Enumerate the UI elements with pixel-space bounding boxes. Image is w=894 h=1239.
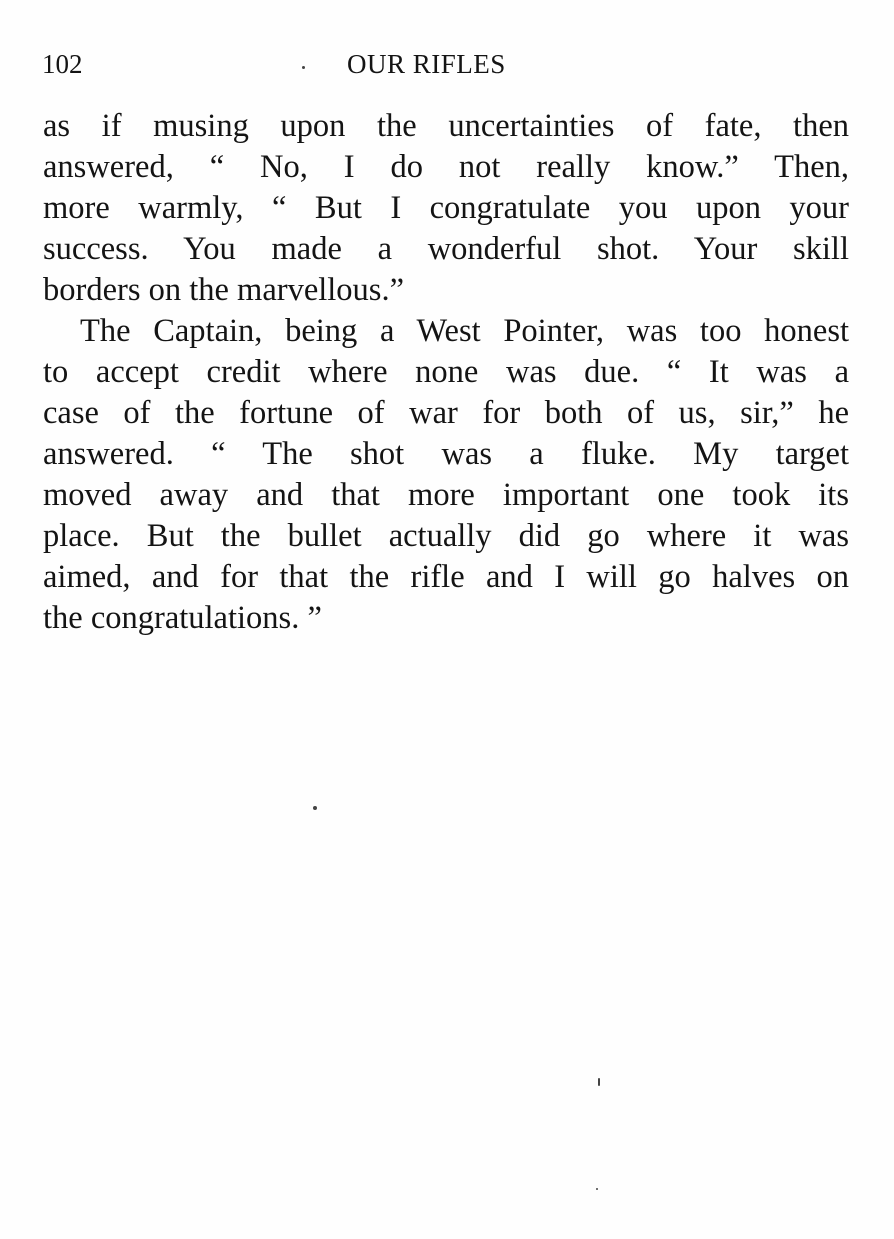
body-text — [43, 106, 849, 639]
text-line: to accept credit where none was due. “ It was a — [43, 354, 849, 390]
paragraph — [43, 311, 849, 639]
text-line: case of the fortune of war for both of us, sir,” he — [43, 395, 849, 431]
paragraph — [43, 106, 849, 311]
text-line: success. You made a wonderful shot. Your skill — [43, 231, 849, 267]
text-line: aimed, and for that the rifle and I will go halves on — [43, 559, 849, 595]
paper-speck — [598, 1078, 600, 1086]
text-line: borders on the marvellous.” — [43, 272, 405, 308]
running-header — [42, 46, 848, 82]
text-line: answered, “ No, I do not really know.” Then, — [43, 149, 849, 185]
text-line: as if musing upon the uncertainties of fate, then — [43, 108, 849, 144]
running-title: OUR RIFLES — [347, 49, 506, 79]
page-number: 102 — [42, 49, 83, 79]
text-line: moved away and that more important one took its — [43, 477, 849, 513]
text-line: place. But the bullet actually did go where it was — [43, 518, 849, 554]
text-line: more warmly, “ But I congratulate you upon your — [43, 190, 849, 226]
paper-speck — [596, 1188, 598, 1190]
text-line: The Captain, being a West Pointer, was too honest — [80, 313, 849, 349]
text-line: the congratulations. ” — [43, 600, 322, 636]
paper-speck — [313, 806, 317, 810]
paper-speck — [302, 66, 305, 69]
text-line: answered. “ The shot was a fluke. My target — [43, 436, 849, 472]
